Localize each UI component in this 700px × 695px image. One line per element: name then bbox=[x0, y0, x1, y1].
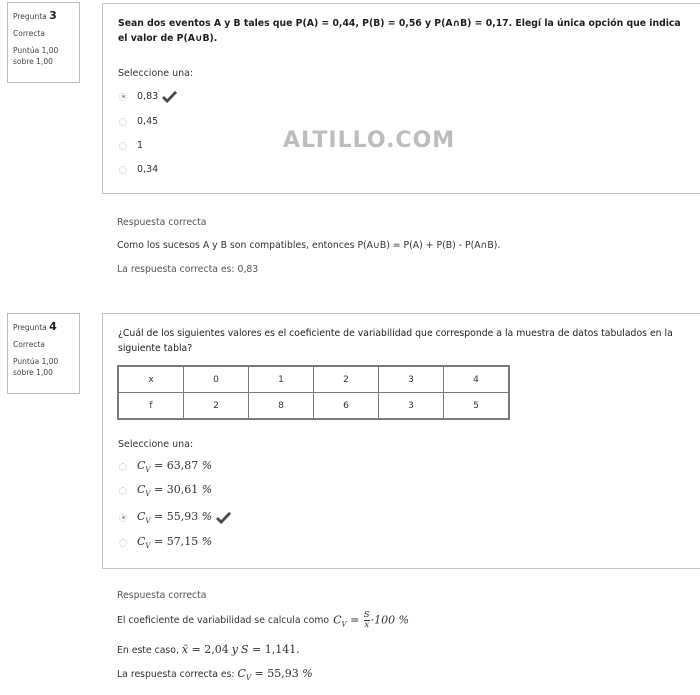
feedback-title: Respuesta correcta bbox=[117, 217, 207, 228]
table-cell: 3 bbox=[379, 393, 444, 420]
feedback-answer bbox=[117, 667, 313, 682]
question-grade-line1: Puntúa 1,00 bbox=[13, 357, 59, 366]
question-box-4 bbox=[102, 313, 700, 569]
question-state: Correcta bbox=[13, 340, 45, 349]
frequency-table bbox=[117, 365, 510, 420]
answer-option-4[interactable] bbox=[119, 164, 158, 175]
table-cell: 2 bbox=[184, 393, 249, 420]
question-info-3 bbox=[7, 2, 80, 83]
std-value: S = 1,141. bbox=[240, 643, 300, 656]
table-cell: 6 bbox=[314, 393, 379, 420]
radio-icon[interactable] bbox=[119, 118, 127, 126]
question-state: Correcta bbox=[13, 29, 45, 38]
question-info-4 bbox=[7, 313, 80, 394]
feedback-answer-text: La respuesta correcta es: bbox=[117, 669, 235, 680]
answer-option-2[interactable] bbox=[119, 116, 158, 127]
table-cell: f bbox=[118, 393, 184, 420]
table-cell: x bbox=[118, 366, 184, 393]
table-cell: 8 bbox=[249, 393, 314, 420]
check-icon bbox=[162, 90, 177, 103]
select-prompt: Seleccione una: bbox=[118, 68, 194, 79]
option-label: 1 bbox=[137, 140, 144, 151]
radio-icon[interactable] bbox=[119, 487, 127, 495]
check-icon bbox=[216, 511, 231, 524]
feedback-answer: La respuesta correcta es: 0,83 bbox=[117, 264, 259, 275]
radio-icon[interactable] bbox=[119, 463, 127, 471]
radio-icon[interactable] bbox=[119, 514, 127, 522]
answer-value: $C_V = 55,93$ % bbox=[237, 667, 313, 683]
radio-icon[interactable] bbox=[119, 142, 127, 150]
question-grade-line2: sobre 1,00 bbox=[13, 57, 53, 66]
table-cell: 3 bbox=[379, 366, 444, 393]
option-label: $C_V = 55,93$ % bbox=[137, 510, 213, 526]
feedback-case bbox=[117, 643, 300, 656]
question-text: Sean dos eventos A y B tales que P(A) = 0,44, P(B) = 0,56 y P(A∩B) = 0,17. Elegí la única opción que indica el valor de P(A∪B). bbox=[118, 18, 681, 44]
answer-option-2[interactable] bbox=[119, 483, 212, 498]
question-text: ¿Cuál de los siguientes valores es el coeficiente de variabilidad que corresponde a la muestra de datos tabulados en la siguiente tabla? bbox=[118, 328, 673, 354]
answer-option-3[interactable] bbox=[119, 510, 231, 525]
table-row bbox=[118, 366, 509, 393]
feedback-explanation: Como los sucesos A y B son compatibles, entonces P(A∪B) = P(A) + P(B) - P(A∩B). bbox=[117, 240, 501, 251]
option-label: 0,45 bbox=[137, 116, 159, 127]
table-cell: 4 bbox=[444, 366, 510, 393]
mean-value: x̄ = 2,04 bbox=[181, 643, 229, 656]
table-cell: 0 bbox=[184, 366, 249, 393]
feedback-case-text: En este caso, bbox=[117, 645, 179, 656]
option-label: 0,83 bbox=[137, 91, 159, 102]
select-prompt: Seleccione una: bbox=[118, 439, 194, 450]
option-label: 0,34 bbox=[137, 164, 159, 175]
table-cell: 5 bbox=[444, 393, 510, 420]
question-number: Pregunta 3 bbox=[13, 9, 57, 22]
question-number: Pregunta 4 bbox=[13, 320, 57, 333]
radio-icon[interactable] bbox=[119, 93, 127, 101]
cv-formula: $C_V$ = $\frac{S}{x̄}$ ·100 % bbox=[333, 610, 410, 630]
radio-icon[interactable] bbox=[119, 166, 127, 174]
option-label: $C_V = 63,87$ % bbox=[137, 459, 213, 475]
option-label: $C_V = 57,15$ % bbox=[137, 535, 213, 551]
table-cell: 2 bbox=[314, 366, 379, 393]
radio-icon[interactable] bbox=[119, 539, 127, 547]
answer-option-1[interactable] bbox=[119, 90, 177, 103]
question-grade-line1: Puntúa 1,00 bbox=[13, 46, 59, 55]
answer-option-1[interactable] bbox=[119, 459, 212, 474]
question-box-3 bbox=[102, 3, 700, 194]
feedback-formula bbox=[117, 611, 409, 630]
question-grade-line2: sobre 1,00 bbox=[13, 368, 53, 377]
conjunction: y bbox=[231, 643, 238, 656]
table-cell: 1 bbox=[249, 366, 314, 393]
table-row bbox=[118, 393, 509, 420]
feedback-formula-text: El coeficiente de variabilidad se calcula como bbox=[117, 615, 330, 626]
answer-option-4[interactable] bbox=[119, 535, 212, 550]
watermark: ALTILLO.COM bbox=[283, 128, 456, 153]
option-label: $C_V = 30,61$ % bbox=[137, 483, 213, 499]
answer-option-3[interactable] bbox=[119, 140, 143, 151]
feedback-title: Respuesta correcta bbox=[117, 590, 207, 601]
